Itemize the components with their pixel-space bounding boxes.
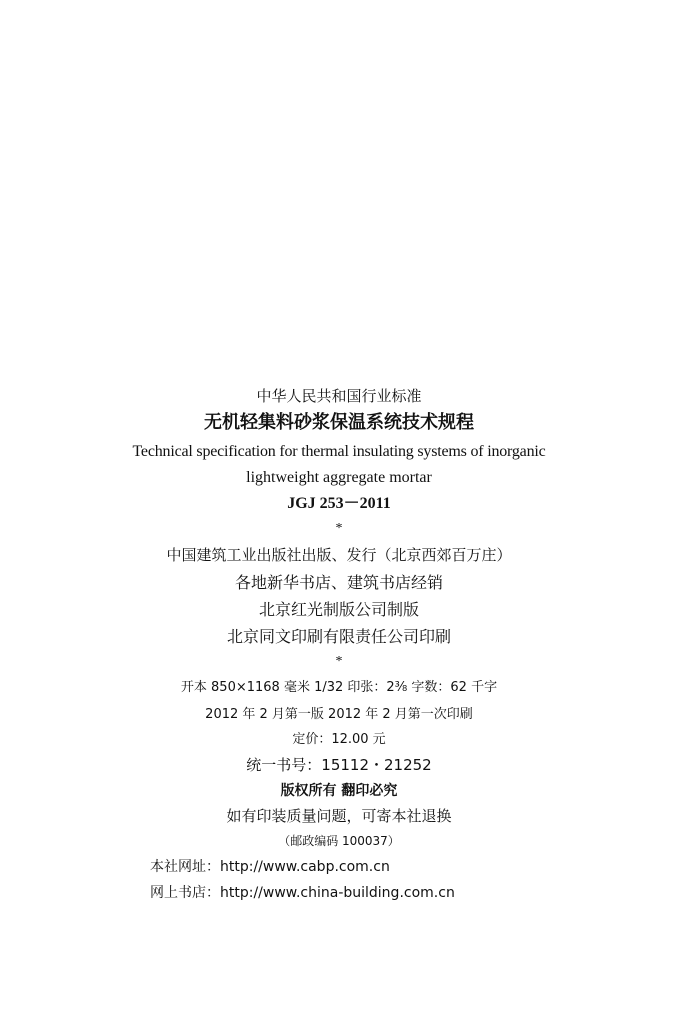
title-english-line-2: lightweight aggregate mortar: [246, 469, 432, 486]
series-title: 中华人民共和国行业标准: [256, 387, 422, 405]
format-line: 开本 850×1168 毫米 1/32 印张：2⅜ 字数：62 千字: [180, 680, 498, 695]
distributor-line: 各地新华书店、建筑书店经销: [234, 573, 443, 592]
printer-line: 北京同文印刷有限责任公司印刷: [226, 627, 451, 646]
separator-star: *: [335, 654, 343, 669]
title-chinese: 无机轻集料砂浆保温系统技术规程: [204, 412, 474, 433]
book-number-line: 统一书号：15112・21252: [246, 756, 432, 774]
plate-maker-line: 北京红光制版公司制版: [258, 600, 419, 619]
postal-code-line: （邮政编码 100037）: [278, 834, 400, 848]
edition-line: 2012 年 2 月第一版 2012 年 2 月第一次印刷: [205, 707, 473, 722]
title-english-line-1: Technical specification for thermal insulating systems of inorganic: [132, 443, 546, 460]
publisher-line: 中国建筑工业出版社出版、发行（北京西郊百万庄）: [166, 546, 512, 564]
return-notice-line: 如有印装质量问题，可寄本社退换: [226, 807, 452, 825]
online-store-line: 网上书店：http://www.china-building.com.cn: [150, 885, 455, 901]
standard-code: JGJ 253－2011: [287, 495, 391, 512]
price-line: 定价：12.00 元: [292, 732, 386, 747]
copyright-line: 版权所有 翻印必究: [280, 783, 398, 799]
website-line: 本社网址：http://www.cabp.com.cn: [150, 859, 390, 875]
separator-star: *: [335, 521, 343, 536]
